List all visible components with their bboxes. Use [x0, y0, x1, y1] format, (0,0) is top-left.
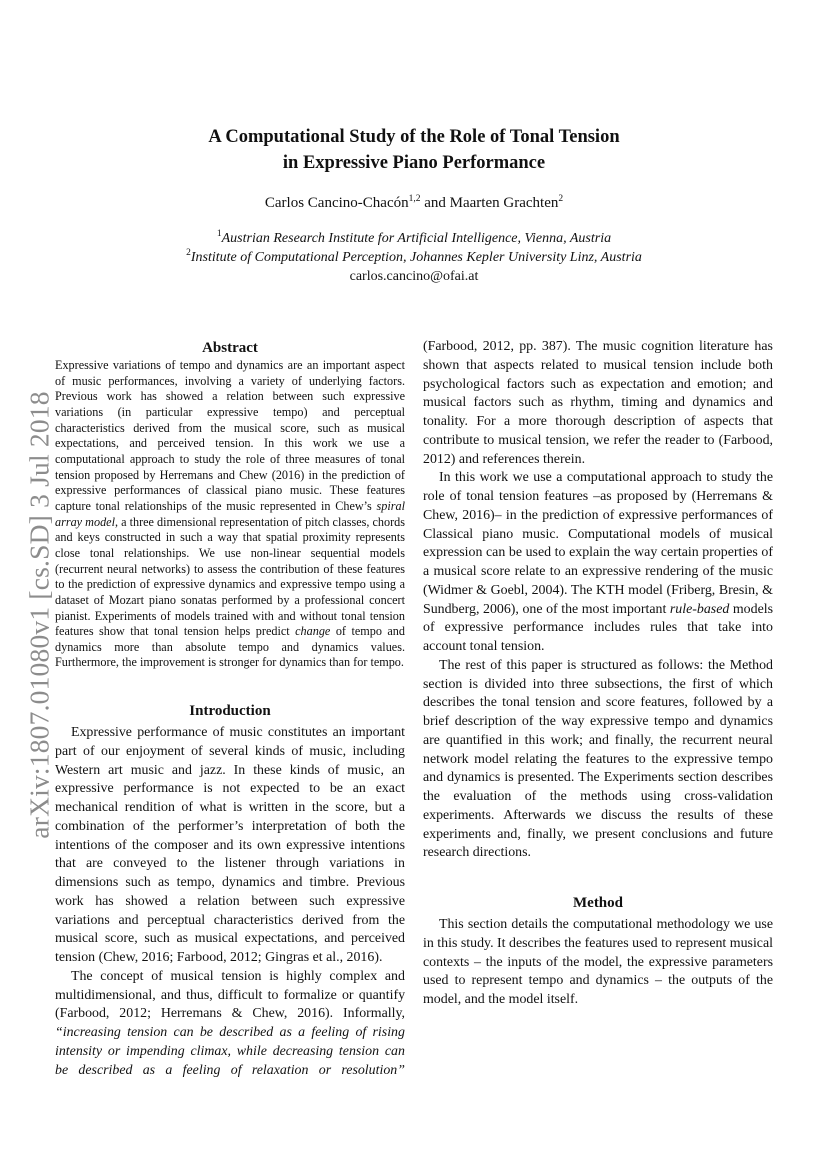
intro-paragraph-1: Expressive performance of music constitutes an important part of our enjoyment of several kinds of music, including Western art music and jazz. In these kinds of music, an expressive performance is not expected to be an exact mechanical rendition of what is written in the score, but a combination of the performer’s interpretation of both the intentions of the composer and its own expressive intentions that are conveyed to the listener through variations in dimensions such as tempo, dynamics and timbre. Previous work has showed a relation between such expressive variations and perceptual characteristics derived from the musical score, such as musical expectations, and perceived tension (Chew, 2016; Farbood, 2012; Gingras et al., 2016).	[55, 725, 405, 966]
author-and: and	[420, 195, 450, 211]
intro-paragraph-2: The concept of musical tension is highly complex and multidimensional, and thus, difficult to formalize or quantify (Farbood, 2012; Herremans & Chew, 2016). Informally, “increasing tension can be described as a feeling of rising intensity or impending climax, while decreasing tension can be described as a feeling of relaxation or resolution”	[55, 968, 406, 1078]
authors	[100, 193, 728, 213]
method-section	[423, 893, 773, 1010]
method-paragraph-1: This section details the computational methodology we use in this study. It describes the features used to represent musical contexts – the inputs of the model, the expressive parameters used to represent tempo and dynamics – the outputs of the model, and the model itself.	[423, 917, 773, 1007]
author-2-affil: 2	[558, 194, 564, 204]
abstract-section	[55, 338, 405, 671]
author-1-affil: 1,2	[408, 194, 421, 204]
introduction-heading: Introduction	[189, 703, 271, 720]
author-2: Maarten Grachten	[449, 195, 559, 211]
introduction-section	[55, 701, 405, 1080]
method-heading: Method	[573, 895, 623, 911]
right-column	[423, 338, 773, 1010]
arxiv-stamp	[20, 380, 60, 850]
abstract-text: Expressive variations of tempo and dynamics are an important aspect of music performances, involving a variety of underlying factors. Previous work has showed a relation between such expressive variations (in particular expressive tempo) and perceptual characteristics derived from the musical score, such as musical expectations, and perceived tension. In this work we use a computational approach to study the role of three measures of tonal tension proposed by Herremans and Chew (2016) in the prediction of expressive performances of classical piano music. These features capture tonal relationships of the music represented in Chew’s spiral array model, a three dimensional representation of pitch classes, chords and keys constructed in such a way that spatial proximity represents close tonal relationships. We use non-linear sequential models (recurrent neural networks) to assess the contribution of these features to the prediction of expressive dynamics and expressive tempo using a dataset of Mozart piano sonatas performed by a professional concert pianist. Experiments of models trained with and without tonal tension features show that tonal tension helps predict change of tempo and dynamics more than absolute tempo and dynamics values. Furthermore, the improvement is stronger for dynamics than for tempo.	[55, 358, 405, 670]
introduction-continued	[423, 338, 773, 863]
affiliation-2: $^2$Institute of Computational Perception, Johannes Kepler University Linz, Austria	[186, 248, 642, 265]
intro-paragraph-4: The rest of this paper is structured as follows: the Method section is divided into three subsections, the first of which describes the tonal tension and score features, followed by a brief description of the way expressive tempo and dynamics are quantified in this work; and finally, the recurrent neural network model relating the features to the expressive tempo and dynamics is presented. The Experiments section describes the evaluation of the methods using cross-validation experiments. Afterwards we discuss the results of these experiments and, finally, we present conclusions and future research directions.	[423, 657, 773, 861]
author-1: Carlos Cancino-Chacón	[264, 195, 409, 211]
paper-title	[100, 124, 728, 176]
affiliations	[100, 229, 728, 286]
arxiv-stamp-text: arXiv:1807.01080v1 [cs.SD] 3 Jul 2018	[24, 391, 55, 839]
abstract-heading: Abstract	[202, 340, 258, 356]
intro-paragraph-3: In this work we use a computational approach to study the role of tonal tension features –as proposed by (Herremans & Chew, 2016)– in the prediction of expressive performances of Classical piano music. Computational models of musical expression can be used to explain the way certain properties of a musical score relate to an expressive rendering of the music (Widmer & Goebl, 2004). The KTH model (Friberg, Bresin, & Sundberg, 2006), one of the most important rule-based models of expressive performance includes rules that take into account tonal tension.	[423, 470, 773, 654]
title-line-2: in Expressive Piano Performance	[282, 153, 546, 173]
affiliation-1: $^1$Austrian Research Institute for Artificial Intelligence, Vienna, Austria	[216, 229, 612, 246]
title-line-1: A Computational Study of the Role of Tonal Tension	[208, 127, 620, 147]
email: carlos.cancino@ofai.at	[349, 269, 479, 284]
intro-paragraph-2-continued: (Farbood, 2012, pp. 387). The music cognition literature has shown that aspects related to musical tension include both psychological factors such as expectation and emotion; and musical factors such as rhythm, timing and dynamics and tonality. For a more thorough description of aspects that contribute to musical tension, we refer the reader to (Farbood, 2012) and references therein.	[423, 339, 773, 467]
left-column	[55, 338, 405, 1080]
